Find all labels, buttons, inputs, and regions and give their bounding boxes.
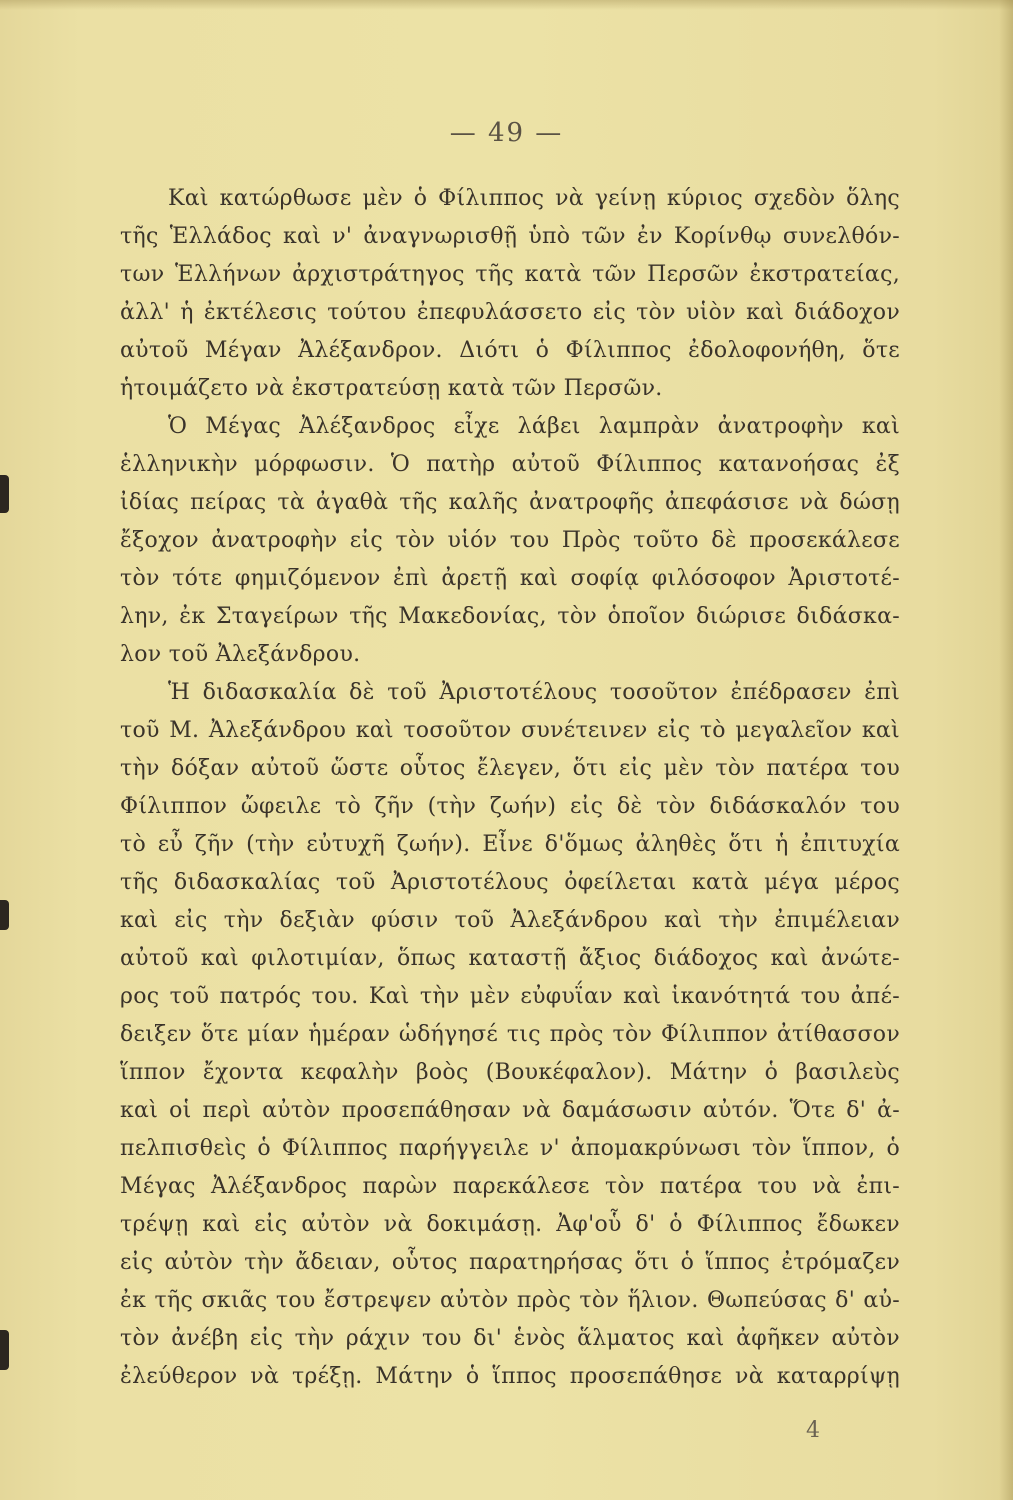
text-line: Καὶ κατώρθωσε μὲν ὁ Φίλιππος νὰ γείνῃ κύριος σχεδὸν ὅλης <box>168 186 900 211</box>
text-line: ἀλλ' ἡ ἐκτέλεσις τούτου ἐπεφυλάσσετο εἰς τὸν υἱὸν καὶ διάδοχον <box>120 300 900 325</box>
text-line: Ἡ διδασκαλία δὲ τοῦ Ἀριστοτέλους τοσοῦτον ἐπέδρασεν ἐπὶ <box>168 680 900 705</box>
text-line: ἐλεύθερον νὰ τρέξῃ. Μάτην ὁ ἵππος προσεπάθησε νὰ καταρρίψῃ <box>120 1364 900 1389</box>
text-line: πελπισθεὶς ὁ Φίλιππος παρήγγειλε ν' ἀπομακρύνωσι τὸν ἵππον, ὁ <box>120 1136 900 1161</box>
text-line: αὐτοῦ Μέγαν Ἀλέξανδρον. Διότι ὁ Φίλιππος ἐδολοφονήθη, ὅτε <box>120 338 900 363</box>
text-line: αὐτοῦ καὶ φιλοτιμίαν, ὅπως καταστῇ ἄξιος διάδοχος καὶ ἀνώτε- <box>120 946 900 971</box>
text-line: τὸν ἀνέβη εἰς τὴν ράχιν του δι' ἑνὸς ἅλματος καὶ ἀφῆκεν αὐτὸν <box>120 1326 900 1351</box>
page-right-shadow <box>999 0 1013 1500</box>
text-line: λον τοῦ Ἀλεξάνδρου. <box>120 642 361 667</box>
text-line: λην, ἐκ Σταγείρων τῆς Μακεδονίας, τὸν ὁποῖον διώρισε διδάσκα- <box>120 604 900 629</box>
text-line: εἰς αὐτὸν τὴν ἄδειαν, οὗτος παρατηρήσας ὅτι ὁ ἵππος ἐτρόμαζεν <box>120 1250 900 1275</box>
text-line: ἑλληνικὴν μόρφωσιν. Ὁ πατὴρ αὐτοῦ Φίλιππος κατανοήσας ἐξ <box>120 452 900 477</box>
text-line: ἵππον ἔχοντα κεφαλὴν βοὸς (Βουκέφαλον). Μάτην ὁ βασιλεὺς <box>120 1060 900 1085</box>
text-line: τοῦ Μ. Ἀλεξάνδρου καὶ τοσοῦτον συνέτεινεν εἰς τὸ μεγαλεῖον καὶ <box>120 718 900 743</box>
text-line: ἡτοιμάζετο νὰ ἐκστρατεύσῃ κατὰ τῶν Περσῶν. <box>120 376 663 401</box>
text-line: τὸ εὖ ζῆν (τὴν εὐτυχῆ ζωήν). Εἶνε δ'ὅμως ἀληθὲς ὅτι ἡ ἐπιτυχία <box>120 832 900 857</box>
text-line: δειξεν ὅτε μίαν ἡμέραν ὡδήγησέ τις πρὸς τὸν Φίλιππον ἀτίθασσον <box>120 1022 900 1047</box>
text-line: καὶ εἰς τὴν δεξιὰν φύσιν τοῦ Ἀλεξάνδρου καὶ τὴν ἐπιμέλειαν <box>120 908 900 933</box>
text-line: των Ἑλλήνων ἀρχιστράτηγος τῆς κατὰ τῶν Περσῶν ἐκστρατείας, <box>120 262 900 287</box>
text-line: τῆς διδασκαλίας τοῦ Ἀριστοτέλους ὀφείλεται κατὰ μέγα μέρος <box>120 870 900 895</box>
text-line: Ὁ Μέγας Ἀλέξανδρος εἶχε λάβει λαμπρὰν ἀνατροφὴν καὶ <box>168 414 900 439</box>
binding-mark <box>0 1330 9 1370</box>
text-line: ρος τοῦ πατρός του. Καὶ τὴν μὲν εὐφυΐαν καὶ ἱκανότητά του ἀπέ- <box>120 984 900 1009</box>
binding-mark <box>0 475 9 513</box>
text-line: Φίλιππον ὤφειλε τὸ ζῆν (τὴν ζωήν) εἰς δὲ τὸν διδάσκαλόν του <box>120 794 900 819</box>
page-number: — 49 — <box>449 118 564 148</box>
binding-mark <box>0 900 9 930</box>
text-line: Μέγας Ἀλέξανδρος παρὼν παρεκάλεσε τὸν πατέρα του νὰ ἐπι- <box>120 1174 900 1199</box>
text-line: τὸν τότε φημιζόμενον ἐπὶ ἀρετῇ καὶ σοφίᾳ φιλόσοφον Ἀριστοτέ- <box>120 566 900 591</box>
text-line: τῆς Ἑλλάδος καὶ ν' ἀναγνωρισθῇ ὑπὸ τῶν ἐν Κορίνθῳ συνελθόν- <box>120 224 900 249</box>
body-text <box>120 180 900 1396</box>
text-line: ἔξοχον ἀνατροφὴν εἰς τὸν υἱόν του Πρὸς τοῦτο δὲ προσεκάλεσε <box>120 528 900 553</box>
signature-mark: 4 <box>806 1418 820 1443</box>
text-line: τρέψῃ καὶ εἰς αὐτὸν νὰ δοκιμάσῃ. Ἀφ'οὗ δ' ὁ Φίλιππος ἔδωκεν <box>120 1212 900 1237</box>
text-line: τὴν δόξαν αὐτοῦ ὥστε οὗτος ἔλεγεν, ὅτι εἰς μὲν τὸν πατέρα του <box>120 756 900 781</box>
text-line: καὶ οἱ περὶ αὐτὸν προσεπάθησαν νὰ δαμάσωσιν αὐτόν. Ὅτε δ' ἀ- <box>120 1098 900 1123</box>
text-line: ἐκ τῆς σκιᾶς του ἔστρεψεν αὐτὸν πρὸς τὸν ἥλιον. Θωπεύσας δ' αὐ- <box>120 1288 900 1313</box>
text-line: ἰδίας πείρας τὰ ἀγαθὰ τῆς καλῆς ἀνατροφῆς ἀπεφάσισε νὰ δώσῃ <box>120 490 900 515</box>
page-top-shadow <box>0 0 1013 10</box>
